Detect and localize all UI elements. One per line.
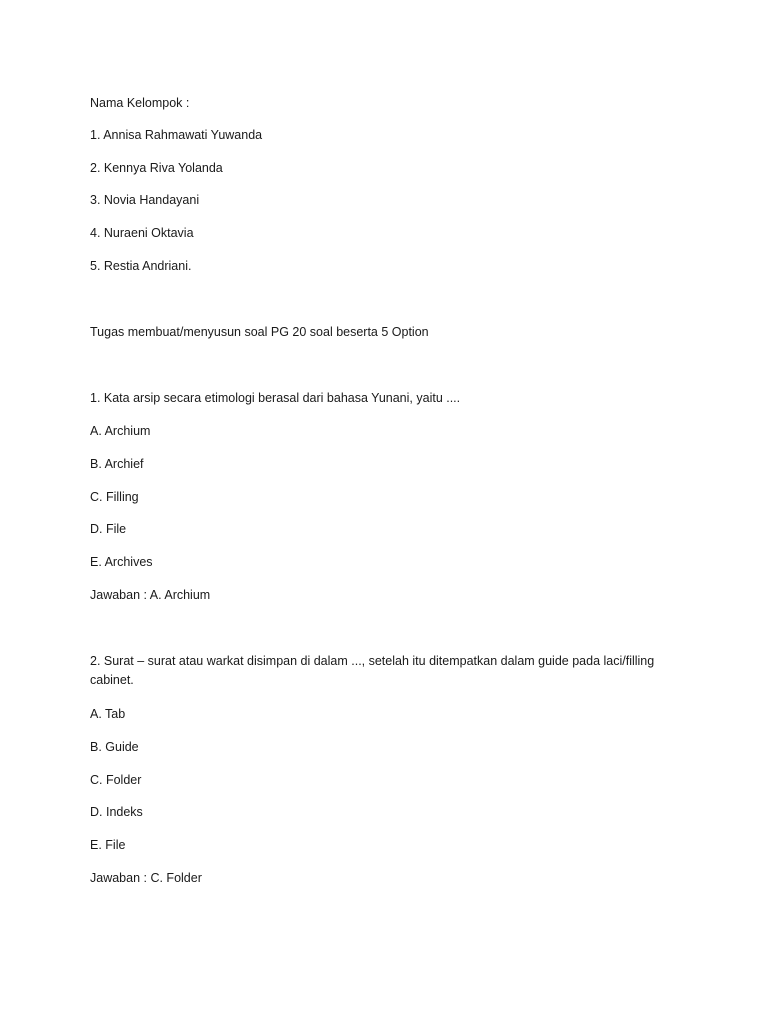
group-heading: Nama Kelompok :: [90, 96, 190, 110]
task-description: Tugas membuat/menyusun soal PG 20 soal beserta 5 Option: [90, 325, 429, 339]
question-option: C. Filling: [90, 490, 139, 504]
question-text: 1. Kata arsip secara etimologi berasal dari bahasa Yunani, yaitu ....: [90, 391, 461, 405]
group-member: 2. Kennya Riva Yolanda: [90, 161, 223, 175]
question-option: A. Archium: [90, 424, 151, 438]
question-option: A. Tab: [90, 707, 126, 721]
question-answer: Jawaban : A. Archium: [90, 588, 211, 602]
question-option: E. Archives: [90, 555, 153, 569]
question-option: D. Indeks: [90, 805, 143, 819]
group-member: 5. Restia Andriani.: [90, 259, 192, 273]
question-option: D. File: [90, 522, 127, 536]
question-text: 2. Surat – surat atau warkat disimpan di dalam ..., setelah itu ditempatkan dalam guide pada laci/filling cabinet.: [90, 654, 655, 687]
question-option: B. Guide: [90, 740, 139, 754]
question-option: E. File: [90, 838, 126, 852]
group-member: 3. Novia Handayani: [90, 193, 200, 207]
group-member: 4. Nuraeni Oktavia: [90, 226, 194, 240]
question-option: B. Archief: [90, 457, 144, 471]
question-answer: Jawaban : C. Folder: [90, 871, 202, 885]
group-member: 1. Annisa Rahmawati Yuwanda: [90, 128, 263, 142]
question-option: C. Folder: [90, 773, 142, 787]
